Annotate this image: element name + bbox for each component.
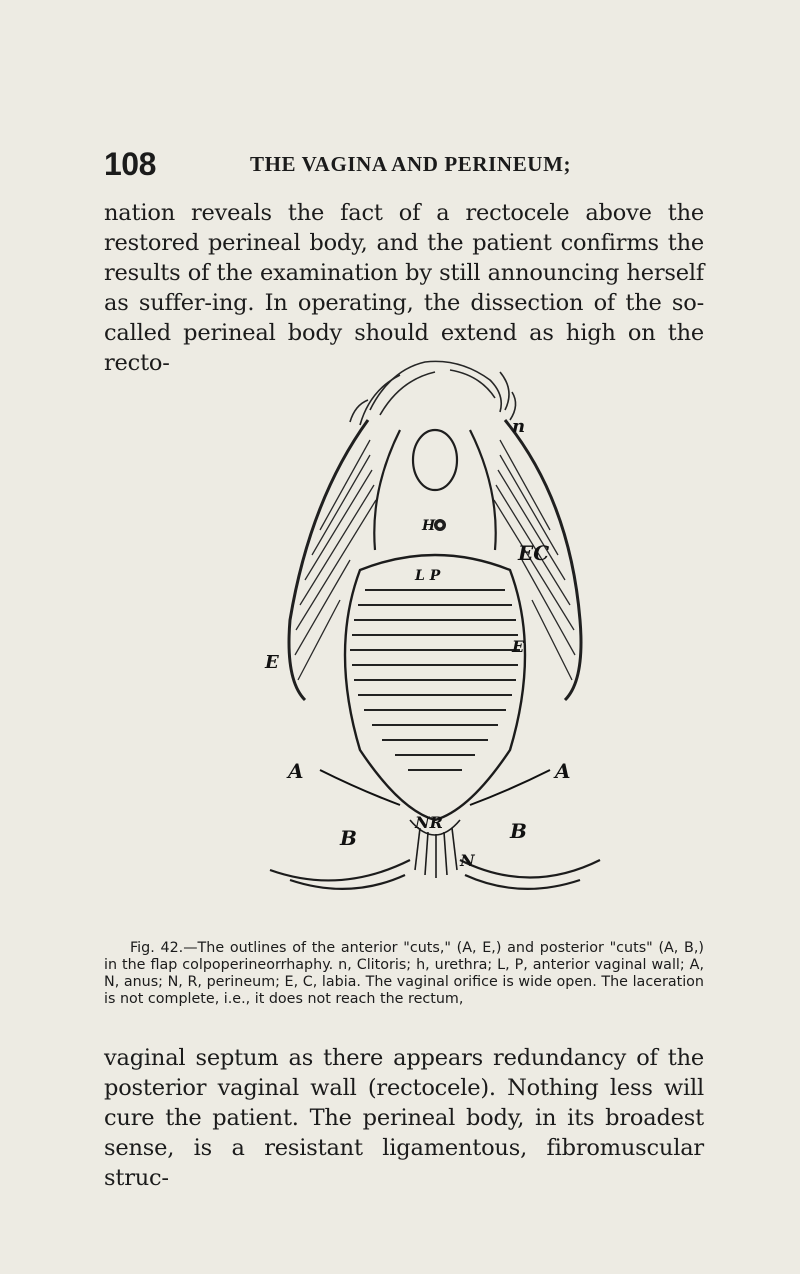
label-b-left: B [340,826,357,850]
running-head: THE VAGINA AND PERINEUM; [250,152,572,176]
orifice-striations [350,590,520,770]
label-e-right: E [512,637,525,656]
label-a-left: A [288,759,304,783]
paragraph-bottom: vaginal septum as there appears redundancy of the posterior vaginal wall (rectocele). Nothing less will cure the patient. The perineal body, in its broadest sense, is a resistant ligamentous, fibromuscular struc- [104,1045,704,1191]
figure-caption: Fig. 42.—The outlines of the anterior "cuts," (A, E,) and posterior "cuts" (A, B,) in the flap colpoperineorrhaphy. n, Clitoris; h, urethra; L, P, anterior vaginal wall; A, N, anus; N, R, perineum; E, C, labia. The vaginal orifice is wide open. The laceration is not complete, i.e., it does not reach the rectum, [104,940,704,1007]
label-b-right: B [510,819,527,843]
page-number: 108 [104,146,156,182]
cut-lines [320,770,550,805]
label-n-bottom: N [460,851,475,870]
label-ec: EC [518,541,550,565]
label-a-right: A [555,759,571,783]
label-lp: L P [415,568,441,584]
page-header [104,146,696,186]
urethra-mark [434,519,446,531]
label-nr: NR [415,813,443,832]
vaginal-orifice [345,555,525,820]
label-e-left: E [265,652,279,673]
upper-hair-tuft [350,361,516,425]
label-h: H [422,518,436,534]
buttock-curves [270,860,600,889]
anatomical-illustration [250,350,620,900]
label-n: n [512,416,526,437]
paragraph-top: nation reveals the fact of a rectocele above the restored perineal body, and the patient confirms the results of the examination by still announcing herself as suffer-ing. In operating, the dissection of the so-called perineal body should extend as high on the recto- [104,200,704,376]
